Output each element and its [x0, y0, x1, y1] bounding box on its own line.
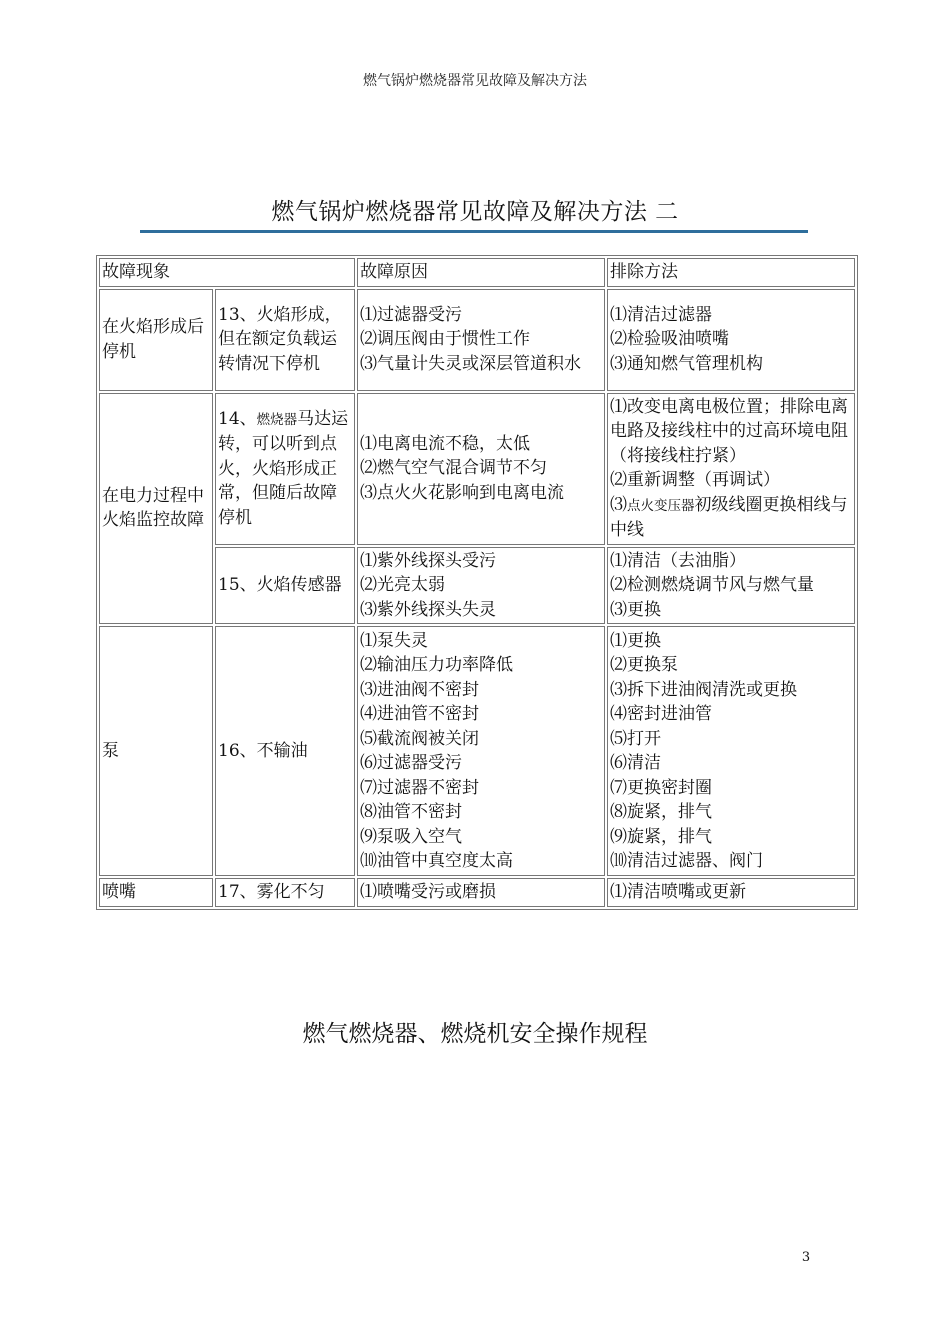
cause-item: ⑻油管不密封 [360, 802, 462, 822]
solution-cell [607, 289, 855, 391]
solution-item: ⑹清洁 [610, 753, 661, 773]
solution-item: ⑸打开 [610, 728, 661, 749]
cause-item: ⑴过滤器受污 [360, 304, 462, 325]
solution-item: ⑷密封进油管 [610, 704, 712, 724]
header-cause: 故障原因 [357, 258, 605, 287]
cause-item: ⑵燃气空气混合调节不匀 [360, 458, 547, 479]
cause-item: ⑸截流阀被关闭 [360, 728, 479, 749]
cause-item: ⑴泵失灵 [360, 630, 428, 651]
solution-item: ⑽清洁过滤器、阀门 [610, 851, 763, 871]
cause-item: ⑼泵吸入空气 [360, 826, 462, 847]
cause-item: ⑶气量计失灵或深层管道积水 [360, 353, 581, 374]
solution-item: ⑴改变电离电极位置；排除电离电路及接线柱中的过高环境电阻（将接线柱拧紧） [610, 396, 848, 466]
phenomenon-cell: 喷嘴 [99, 878, 213, 907]
solution-item: ⑶更换 [610, 599, 661, 620]
fault-cell: 13、火焰形成，但在额定负载运转情况下停机 [215, 289, 355, 391]
cause-item: ⑵输油压力功率降低 [360, 655, 513, 675]
table-row [99, 393, 855, 545]
solution-item: ⑴清洁（去油脂） [610, 550, 746, 571]
solution-number: ⑶ [610, 494, 627, 515]
solution-item: ⑴清洁喷嘴或更新 [610, 882, 746, 902]
title-rule [140, 230, 808, 233]
fault-cell: 15、火焰传感器 [215, 547, 355, 625]
cause-item: ⑹过滤器受污 [360, 753, 462, 773]
solution-item [610, 493, 852, 543]
cause-cell [357, 878, 605, 907]
cause-item: ⑴喷嘴受污或磨损 [360, 882, 496, 902]
cause-item: ⑵调压阀由于惯性工作 [360, 329, 530, 350]
cause-item: ⑶点火火花影响到电离电流 [360, 482, 564, 503]
solution-item: ⑴更换 [610, 630, 661, 651]
fault-cell: 17、雾化不匀 [215, 878, 355, 907]
phenomenon-cell: 在电力过程中火焰监控故障 [99, 393, 213, 625]
cause-item: ⑷进油管不密封 [360, 704, 479, 724]
solution-item: ⑵重新调整（再调试） [610, 470, 780, 490]
fault-cell [215, 393, 355, 545]
fault-text: 马达运转，可以听到点火，火焰形成正常，但随后故障停机 [218, 408, 349, 528]
solution-item: ⑺更换密封圈 [610, 777, 712, 798]
fault-number: 14、 [218, 408, 257, 429]
cause-item: ⑵光亮太弱 [360, 575, 445, 595]
cause-item: ⑴电离电流不稳，太低 [360, 433, 530, 454]
cause-cell [357, 547, 605, 625]
solution-cell [607, 547, 855, 625]
solution-item: ⑵更换泵 [610, 655, 678, 675]
section-title: 燃气锅炉燃烧器常见故障及解决方法 二 [271, 199, 679, 225]
section-title-2: 燃气燃烧器、燃烧机安全操作规程 [302, 1021, 648, 1047]
solution-cell [607, 393, 855, 545]
page-number: 3 [801, 1250, 811, 1265]
table-row [99, 626, 855, 876]
cause-cell [357, 393, 605, 545]
solution-term: 点火变压器 [627, 497, 695, 514]
solution-item: ⑶通知燃气管理机构 [610, 353, 763, 374]
table-row [99, 289, 855, 391]
header-phenomenon: 故障现象 [99, 258, 355, 287]
solution-item: ⑼旋紧，排气 [610, 826, 712, 847]
phenomenon-cell: 在火焰形成后停机 [99, 289, 213, 391]
solution-text: 初级线圈更换相线与中线 [610, 494, 848, 540]
phenomenon-cell: 泵 [99, 626, 213, 876]
table-header-row [99, 258, 855, 287]
fault-table [96, 255, 858, 910]
cause-item: ⑶进油阀不密封 [360, 679, 479, 700]
running-header: 燃气锅炉燃烧器常见故障及解决方法 [363, 73, 587, 89]
cause-item: ⑽油管中真空度太高 [360, 851, 513, 871]
cause-cell [357, 289, 605, 391]
fault-cell: 16、不输油 [215, 626, 355, 876]
cause-item: ⑺过滤器不密封 [360, 777, 479, 798]
solution-cell [607, 626, 855, 876]
solution-item: ⑴清洁过滤器 [610, 304, 712, 325]
solution-item: ⑻旋紧，排气 [610, 802, 712, 822]
fault-term: 燃烧器 [256, 411, 298, 428]
solution-cell [607, 878, 855, 907]
solution-item: ⑵检验吸油喷嘴 [610, 329, 729, 350]
table-row [99, 878, 855, 907]
cause-item: ⑴紫外线探头受污 [360, 550, 496, 571]
header-solution: 排除方法 [607, 258, 855, 287]
cause-cell [357, 626, 605, 876]
solution-item: ⑵检测燃烧调节风与燃气量 [610, 575, 814, 595]
solution-item: ⑶拆下进油阀清洗或更换 [610, 679, 797, 700]
cause-item: ⑶紫外线探头失灵 [360, 599, 496, 620]
